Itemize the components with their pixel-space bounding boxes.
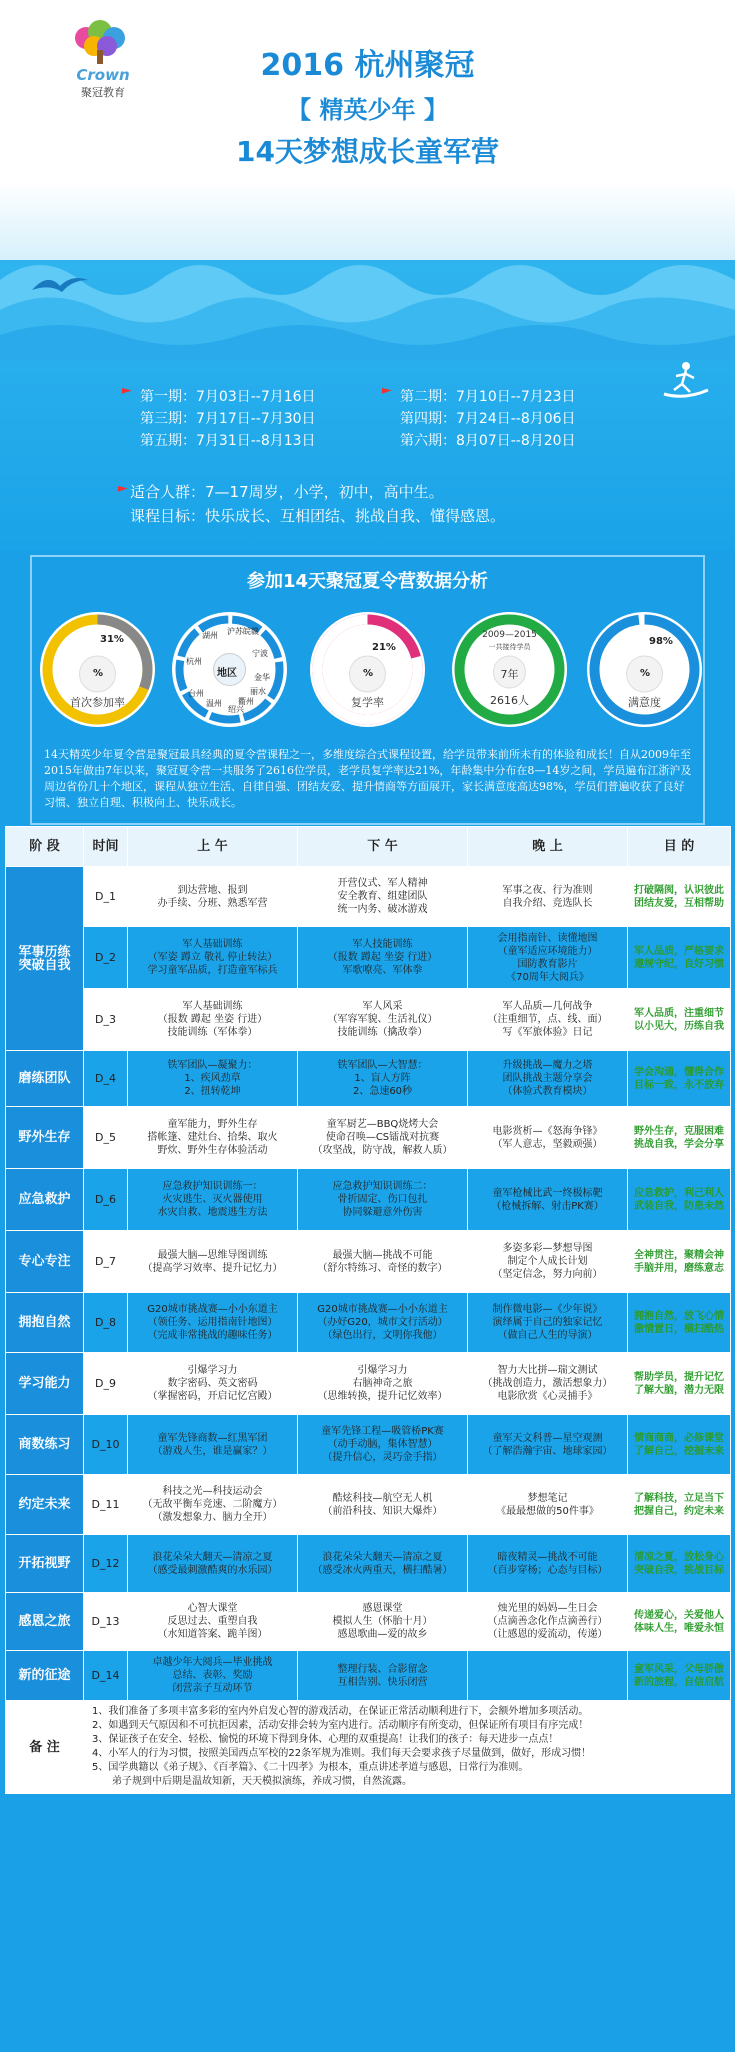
session-schedule (130, 385, 650, 451)
region-label: 绍兴 (228, 705, 244, 714)
stats-title: 参加14天聚冠夏令营数据分析 (246, 571, 489, 592)
afternoon-cell: 童军厨艺—BBQ烧烤大会 使命召唤—CS镭战对抗赛 （攻坚战，防守战，解救人质） (298, 1107, 468, 1169)
evening-cell: 军事之夜、行为准则 自我介绍、竞选队长 (468, 867, 628, 927)
seagull-icon (30, 270, 90, 300)
satisfaction-percent: 98% (649, 636, 673, 647)
goal-cell: 全神贯注，聚精会神 手脑并用，磨练意志 (628, 1231, 731, 1293)
morning-cell: 浪花朵朵大翻天—清凉之夏 （感受最刺激酷爽的水乐园） (128, 1535, 298, 1593)
evening-cell: 童军天文科普—星空观测 （了解浩瀚宇宙、地球家园） (468, 1415, 628, 1475)
table-row (6, 1651, 731, 1701)
phase-cell: 开拓视野 (6, 1535, 84, 1593)
day-cell: D_8 (84, 1293, 128, 1353)
afternoon-cell: 军人风采 （军容军貌、生活礼仪） 技能训练（擒敌拳） (298, 989, 468, 1051)
note-line: 3、保证孩子在安全、轻松、愉悦的环境下得到身体、心理的双重提高！让我们的孩子：每天进步一点点！ (92, 1734, 559, 1745)
phase-cell: 商数练习 (6, 1415, 84, 1475)
day-cell: D_9 (84, 1353, 128, 1415)
session-item (130, 430, 390, 450)
logo-chinese-text: 聚冠教育 (81, 86, 125, 99)
day-cell: D_11 (84, 1475, 128, 1535)
day-cell: D_1 (84, 867, 128, 927)
afternoon-cell: 引爆学习力 右脑神奇之旅 （思维转换，提升记忆效率） (298, 1353, 468, 1415)
afternoon-cell: 最强大脑—挑战不可能 （舒尔特练习、奇怪的数字） (298, 1231, 468, 1293)
region-label: 金华 (254, 673, 270, 682)
phase-cell: 拥抱自然 (6, 1293, 84, 1353)
morning-cell: 应急救护知识训练一： 火灾逃生、灭火器使用 水灾自救、地震逃生方法 (128, 1169, 298, 1231)
audience-info (130, 480, 505, 528)
table-row (6, 1107, 731, 1169)
goal-cell: 情商商商，必修课堂 了解自己，挖掘未来 (628, 1415, 731, 1475)
goal-cell: 野外生存，克服困难 挑战自我，学会分享 (628, 1107, 731, 1169)
region-label: 丽水 (250, 687, 266, 696)
table-row (6, 1293, 731, 1353)
region-label: 杭州 (186, 657, 202, 666)
phase-cell: 磨练团队 (6, 1051, 84, 1107)
day-cell: D_7 (84, 1231, 128, 1293)
return-percent: 21% (372, 642, 396, 653)
table-row (6, 1353, 731, 1415)
schedule-table (5, 826, 731, 1794)
evening-cell: 多姿多彩—梦想导图 制定个人成长计划 （坚定信念，努力向前） (468, 1231, 628, 1293)
notes-label: 备 注 (6, 1701, 84, 1794)
satisfaction-label: 满意度 (628, 696, 661, 709)
phase-cell: 感恩之旅 (6, 1593, 84, 1651)
table-header-row (6, 827, 731, 867)
afternoon-cell: 应急救护知识训练二： 骨折固定、伤口包扎 协同躲避意外伤害 (298, 1169, 468, 1231)
region-center: 地区 (217, 668, 237, 679)
evening-cell: 暗夜精灵—挑战不可能 （百步穿杨；心态与目标） (468, 1535, 628, 1593)
region-label: 衢州 (238, 697, 254, 706)
region-label: 温州 (206, 699, 222, 708)
first-time-percent: 31% (100, 634, 124, 645)
day-cell: D_5 (84, 1107, 128, 1169)
audience-text: 适合人群：7—17周岁，小学，初中，高中生。 (130, 483, 444, 501)
session-text: 第五期：7月31日--8月13日 (140, 433, 316, 449)
afternoon-cell: 整理行装、合影留念 互相告别、快乐闭营 (298, 1651, 468, 1701)
morning-cell: G20城市挑战赛—小小东道主 （领任务、运用指南针地图） （完成非常挑战的趣味任务） (128, 1293, 298, 1353)
phase-cell: 学习能力 (6, 1353, 84, 1415)
morning-cell: 卓越少年大阅兵—毕业挑战 总结、表彰、奖励 闭营亲子互动环节 (128, 1651, 298, 1701)
goal-cell: 传递爱心，关爱他人 体味人生，唯爱永恒 (628, 1593, 731, 1651)
evening-cell: 烛光里的妈妈—生日会 （点滴善念化作点滴善行） （让感恩的爱流动，传递） (468, 1593, 628, 1651)
day-cell: D_2 (84, 927, 128, 989)
stats-panel (30, 555, 705, 825)
evening-cell: 会用指南针、读懂地图 （童军适应环境能力） 国防教育影片 《70周年大阅兵》 (468, 927, 628, 989)
page-subtitle: 【 精英少年 】 (287, 96, 448, 124)
goal-cell: 军人品质，严格要求 遵规守纪，良好习惯 (628, 927, 731, 989)
notes-row (6, 1701, 731, 1794)
morning-cell: 科技之光—科技运动会 （无敌平衡车竞速、二阶魔方） （激发想象力、脑力全开） (128, 1475, 298, 1535)
morning-cell: 童军先锋商数—红黑军团 （游戏人生，谁是赢家？） (128, 1415, 298, 1475)
day-cell: D_14 (84, 1651, 128, 1701)
phase-cell: 新的征途 (6, 1651, 84, 1701)
session-item (130, 408, 390, 428)
notes-body (84, 1701, 731, 1794)
session-item (390, 408, 650, 428)
afternoon-cell: 酷炫科技—航空无人机 （前沿科技、知识大爆炸） (298, 1475, 468, 1535)
stats-description: 14天精英少年夏令营是聚冠最具经典的夏令营课程之一，多维度综合式课程设置，给学员带来前所未有的体验和成长！自从2009年至2015年做由7年以来，聚冠夏令营一共服务了2616位学员，老学员复学率达21%，年龄集中分布在8—14岁之间，学员遍布江浙沪及周边省份几十个地区，课程从独立生活、自律自强、团结友爱、提升情商等方面展开，家长满意度高达98%，学员们普遍收获了良好习惯、独立自理、积极向上、快乐成长。 (44, 748, 692, 809)
students-years: 2009—2015 (482, 630, 537, 640)
students-center: 7年 (500, 668, 519, 681)
table-row (6, 1231, 731, 1293)
phase-cell: 军事历练 突破自我 (6, 867, 84, 1051)
table-row (6, 1169, 731, 1231)
evening-cell: 智力大比拼—瑞文测试 （挑战创造力，激活想象力） 电影欣赏《心灵捕手》 (468, 1353, 628, 1415)
session-row (130, 429, 650, 451)
first-time-center: % (93, 668, 104, 679)
evening-cell: 电影赏析—《怒海争锋》 （军人意志，坚毅顽强） (468, 1107, 628, 1169)
page-title: 2016 杭州聚冠 (260, 48, 475, 83)
goal-cell: 清凉之夏，放松身心 突破自我，挑战目标 (628, 1535, 731, 1593)
phase-cell: 专心专注 (6, 1231, 84, 1293)
day-cell: D_13 (84, 1593, 128, 1651)
return-center: % (363, 668, 374, 679)
goal-cell: 军人品质，注重细节 以小见大，历练自我 (628, 989, 731, 1051)
evening-cell: 制作微电影—《少年说》 演绎属于自己的独家记忆 （做自己人生的导演） (468, 1293, 628, 1353)
session-item (390, 430, 650, 450)
afternoon-cell: 感恩课堂 模拟人生（怀胎十月） 感恩歌曲—爱的故乡 (298, 1593, 468, 1651)
morning-cell: 心智大课堂 反思过去、重塑自我 （水知道答案、跪羊图） (128, 1593, 298, 1651)
phase-cell: 应急救护 (6, 1169, 84, 1231)
goal-cell: 帮助学员，提升记忆 了解大脑，潜力无限 (628, 1353, 731, 1415)
evening-cell (468, 1651, 628, 1701)
session-text: 第一期：7月03日--7月16日 (140, 389, 316, 405)
return-rate-chart (310, 612, 425, 727)
satisfaction-center: % (640, 668, 651, 679)
note-line: 4、小军人的行为习惯，按照美国西点军校的22条军规为准则。我们每天会要求孩子尽量做到，做好，形成习惯！ (92, 1748, 592, 1759)
header-evening: 晚 上 (468, 827, 628, 867)
note-line: 5、国学典籍以《弟子规》、《百孝篇》、《二十四孝》为根本，重点讲述孝道与感恩，日常行为准则。 (92, 1762, 529, 1773)
satisfaction-chart (587, 612, 702, 727)
header-day: 时间 (84, 827, 128, 867)
phase-cell: 野外生存 (6, 1107, 84, 1169)
note-line: 1、我们准备了多项丰富多彩的室内外启发心智的游戏活动，在保证正常活动顺利进行下，会额外增加多项活动。 (92, 1706, 589, 1717)
audience-line (130, 480, 505, 504)
note-line: 2、如遇到天气原因和不可抗拒因素，活动安排会转为室内进行。活动顺序有所变动，但保证所有项目有序完成！ (92, 1720, 589, 1731)
morning-cell: 最强大脑—思维导图训练 （提高学习效率、提升记忆力） (128, 1231, 298, 1293)
header-phase: 阶 段 (6, 827, 84, 867)
region-label: 沪苏皖赣 (227, 627, 259, 636)
session-text: 第二期：7月10日--7月23日 (400, 389, 576, 405)
session-text: 第四期：7月24日--8月06日 (400, 411, 576, 427)
afternoon-cell: 军人技能训练 （报数 蹲起 坐姿 行进） 军歌嘹亮、军体拳 (298, 927, 468, 989)
surfer-icon (660, 360, 710, 400)
afternoon-cell: 童军先锋工程—吸管桥PK赛 （动手动脑，集体智慧） （提升信心，灵巧金手指） (298, 1415, 468, 1475)
goal-line: 课程目标：快乐成长、互相团结、挑战自我、懂得感恩。 (130, 507, 506, 525)
evening-cell: 军人品质—几何战争 （注重细节，点、线、面） 写《军旅体验》日记 (468, 989, 628, 1051)
afternoon-cell: 开营仪式、军人精神 安全教育、组建团队 统一内务、破冰游戏 (298, 867, 468, 927)
goal-cell: 拥抱自然，放飞心情 激情置日，横扫酷热 (628, 1293, 731, 1353)
session-row (130, 407, 650, 429)
afternoon-cell: G20城市挑战赛—小小东道主 （办好G20，城市文行活动） （绿色出行，文明你我他） (298, 1293, 468, 1353)
table-row (6, 927, 731, 989)
evening-cell: 童军枪械比武一终极标靶 （枪械拆解、射击PK赛） (468, 1169, 628, 1231)
header-afternoon: 下 午 (298, 827, 468, 867)
morning-cell: 到达营地、报到 办手续、分班、熟悉军营 (128, 867, 298, 927)
header-goal: 目 的 (628, 827, 731, 867)
evening-cell: 梦想笔记 《最最想做的50件事》 (468, 1475, 628, 1535)
table-row (6, 1535, 731, 1593)
goal-cell: 应急救护，利己利人 武装自我，防患未然 (628, 1169, 731, 1231)
session-item (130, 386, 390, 406)
morning-cell: 铁军团队—凝聚力： 1、疾风劲草 2、扭转乾坤 (128, 1051, 298, 1107)
morning-cell: 军人基础训练 （军姿 蹲立 敬礼 停止转法） 学习童军品质，打造童军标兵 (128, 927, 298, 989)
goal-cell: 了解科技，立足当下 把握自己，约定未来 (628, 1475, 731, 1535)
table-row (6, 1051, 731, 1107)
logo-english-text: Crown (76, 66, 130, 84)
students-chart (452, 612, 567, 727)
day-cell: D_3 (84, 989, 128, 1051)
region-label: 湖州 (202, 631, 218, 640)
region-label: 台州 (188, 689, 204, 698)
note-line: 弟子规到中后期是温故知新，天天模拟演练，养成习惯，自然流露。 (92, 1776, 412, 1787)
first-time-label: 首次参加率 (70, 696, 125, 709)
students-sub: 一共接待学员 (488, 643, 531, 651)
table-row (6, 989, 731, 1051)
goal-cell: 学会沟通，懂得合作 目标一致，永不放弃 (628, 1051, 731, 1107)
day-cell: D_6 (84, 1169, 128, 1231)
day-cell: D_10 (84, 1415, 128, 1475)
morning-cell: 童军能力，野外生存 搭帐篷、建灶台、拾柴、取火 野炊、野外生存体验活动 (128, 1107, 298, 1169)
header-morning: 上 午 (128, 827, 298, 867)
day-cell: D_12 (84, 1535, 128, 1593)
goal-cell: 打破隔阂，认识彼此 团结友爱，互相帮助 (628, 867, 731, 927)
day-cell: D_4 (84, 1051, 128, 1107)
table-row (6, 1475, 731, 1535)
region-label: 宁波 (252, 649, 268, 658)
table-row (6, 867, 731, 927)
table-row (6, 1593, 731, 1651)
wave-decoration (0, 240, 735, 360)
schedule-table-container (5, 826, 730, 1794)
morning-cell: 军人基础训练 （报数 蹲起 坐姿 行进） 技能训练（军体拳） (128, 989, 298, 1051)
phase-cell: 约定未来 (6, 1475, 84, 1535)
evening-cell: 升级挑战—魔力之塔 团队挑战主题分享会 （体验式教育模块） (468, 1051, 628, 1107)
students-count: 2616人 (490, 694, 529, 707)
first-time-rate-chart (40, 612, 155, 727)
table-body (6, 867, 731, 1701)
session-text: 第三期：7月17日--7月30日 (140, 411, 316, 427)
region-chart (172, 612, 287, 727)
table-row (6, 1415, 731, 1475)
session-item (390, 386, 650, 406)
camp-title: 14天梦想成长童军营 (236, 135, 499, 168)
session-text: 第六期：8月07日--8月20日 (400, 433, 576, 449)
afternoon-cell: 浪花朵朵大翻天—清凉之夏 （感受冰火两重天，横扫酷暑） (298, 1535, 468, 1593)
afternoon-cell: 铁军团队—大智慧： 1、盲人方阵 2、急速60秒 (298, 1051, 468, 1107)
goal-cell: 童军风采，父母骄傲 新的旅程，自信启航 (628, 1651, 731, 1701)
morning-cell: 引爆学习力 数字密码、英文密码 （掌握密码，开启记忆宫殿） (128, 1353, 298, 1415)
session-row (130, 385, 650, 407)
return-label: 复学率 (351, 696, 384, 709)
